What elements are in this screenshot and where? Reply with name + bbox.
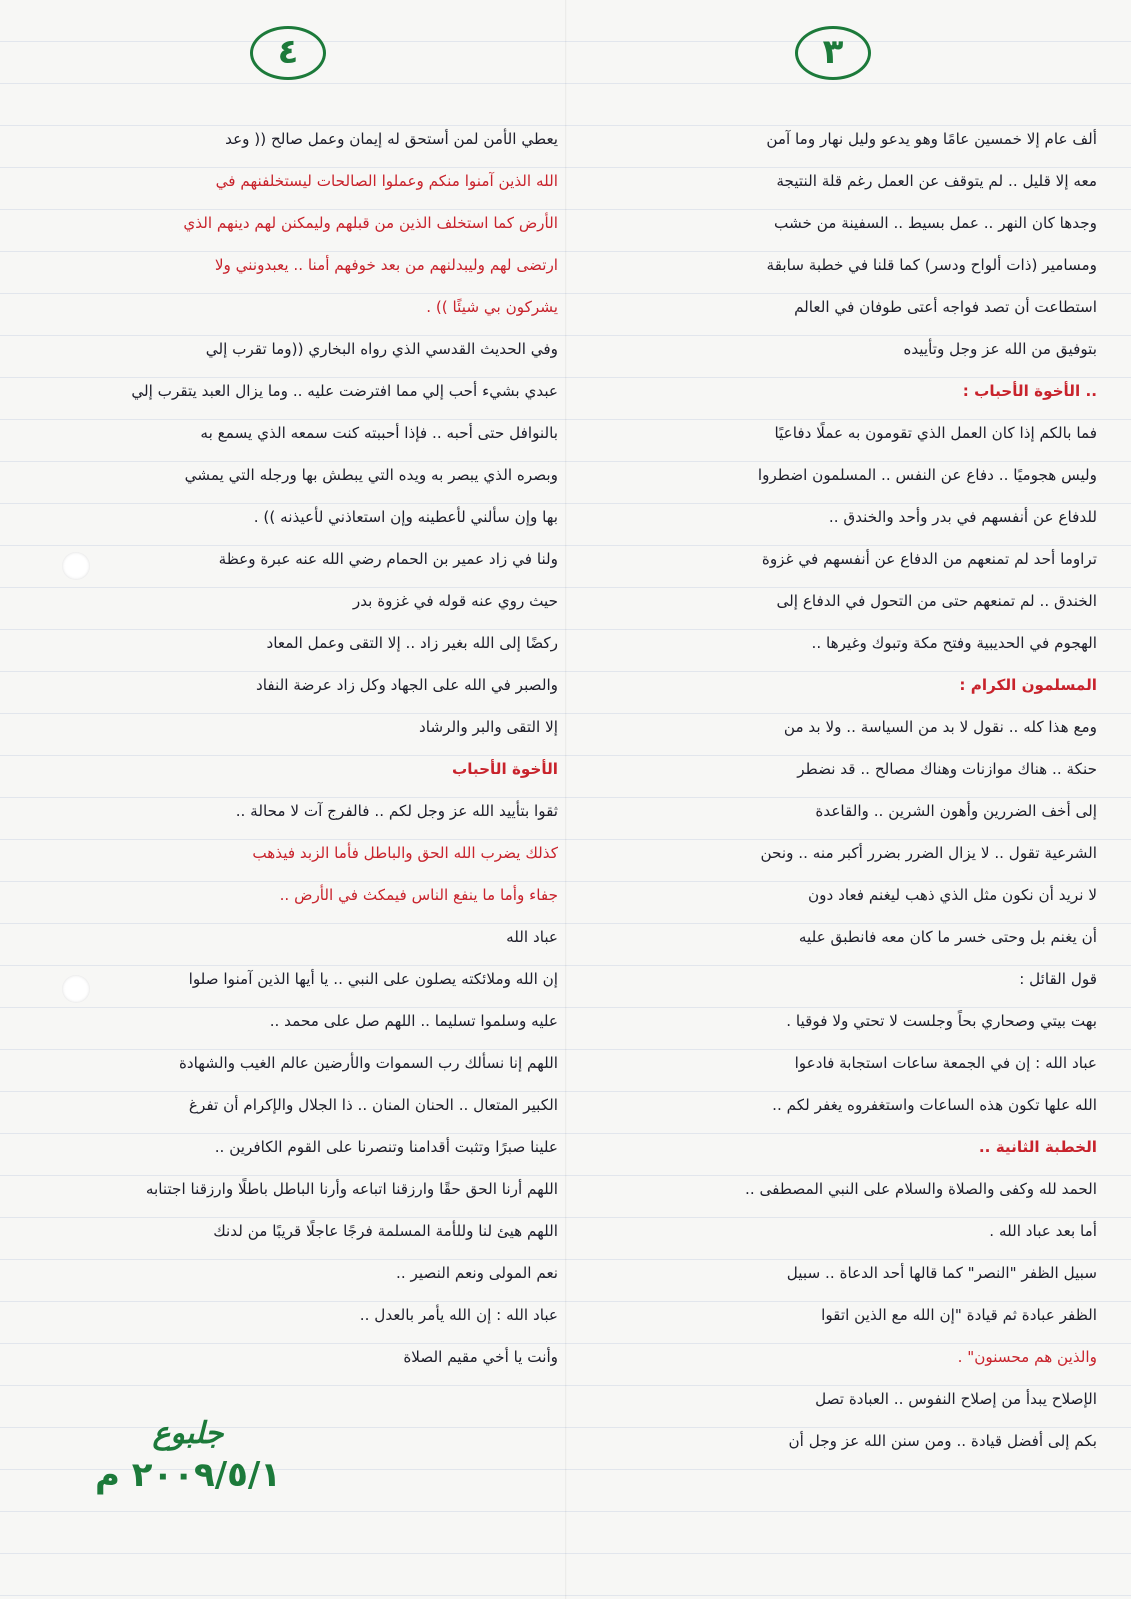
- right-page-line: استطاعت أن تصد فواجه أعتى طوفان في العالم: [794, 298, 1097, 316]
- signature-date: ٢٠٠٩/٥/١ م: [94, 1455, 282, 1495]
- right-page-column: [585, 118, 1097, 1462]
- page-fold: [565, 0, 567, 1599]
- left-page-line: جفاء وأما ما ينفع الناس فيمكث في الأرض ..: [279, 886, 558, 904]
- left-page-line: عباد الله: [506, 928, 558, 946]
- left-page-line: نعم المولى ونعم النصير ..: [396, 1264, 558, 1282]
- left-page-line: ارتضى لهم وليبدلنهم من بعد خوفهم أمنا .. يعبدونني ولا: [214, 256, 558, 274]
- right-page-line: سبيل الظفر "النصر" كما قالها أحد الدعاة .. سبيل: [786, 1264, 1097, 1282]
- right-page-line: الحمد لله وكفى والصلاة والسلام على النبي المصطفى ..: [745, 1180, 1097, 1198]
- left-page-line: يعطي الأمن لمن أستحق له إيمان وعمل صالح (( وعد: [225, 130, 558, 148]
- left-page-line: عبدي بشيء أحب إلي مما افترضت عليه .. وما يزال العبد يتقرب إلي: [131, 382, 558, 400]
- left-page-line: حيث روي عنه قوله في غزوة بدر: [352, 592, 558, 610]
- right-page-line: تراوما أحد لم تمنعهم من الدفاع عن أنفسهم في غزوة: [761, 550, 1097, 568]
- right-page-line: معه إلا قليل .. لم يتوقف عن العمل رغم قلة النتيجة: [776, 172, 1097, 190]
- left-page-line: وفي الحديث القدسي الذي رواه البخاري ((وما تقرب إلي: [205, 340, 558, 358]
- left-page-line: كذلك يضرب الله الحق والباطل فأما الزبد فيذهب: [252, 844, 558, 862]
- right-page-line: وليس هجوميًا .. دفاع عن النفس .. المسلمون اضطروا: [757, 466, 1097, 484]
- signature-block: [88, 1415, 288, 1497]
- left-page-line: بالنوافل حتى أحبه .. فإذا أحببته كنت سمعه الذي يسمع به: [200, 424, 558, 442]
- right-page-line: أما بعد عباد الله .: [989, 1222, 1097, 1240]
- left-page-line: الله الذين آمنوا منكم وعملوا الصالحات ليستخلفنهم في: [215, 172, 558, 190]
- left-page-line: وبصره الذي يبصر به ويده التي يبطش بها ورجله التي يمشي: [184, 466, 558, 484]
- right-page-line: .. الأخوة الأحباب :: [962, 382, 1097, 400]
- left-page-line: علينا صبرًا وتثبت أقدامنا وتنصرنا على القوم الكافرين ..: [214, 1138, 558, 1156]
- right-page-line: قول القائل :: [1019, 970, 1097, 988]
- left-page-line: يشركون بي شيئًا )) .: [426, 298, 558, 316]
- left-page-line: بها وإن سألني لأعطينه وإن استعاذني لأعيذنه )) .: [253, 508, 558, 526]
- page-number-right: ٣: [795, 26, 871, 80]
- page-number-left: ٤: [250, 26, 326, 80]
- right-page-line: الخندق .. لم تمنعهم حتى من التحول في الدفاع إلى: [776, 592, 1097, 610]
- right-page-line: حنكة .. هناك موازنات وهناك مصالح .. قد نضطر: [797, 760, 1097, 778]
- signature-name: جلبوع: [152, 1416, 224, 1451]
- right-page-line: للدفاع عن أنفسهم في بدر وأحد والخندق ..: [828, 508, 1097, 526]
- left-page-line: اللهم هيئ لنا وللأمة المسلمة فرجًا عاجلًا قريبًا من لدنك: [213, 1222, 558, 1240]
- right-page-line: الظفر عبادة ثم قيادة "إن الله مع الذين اتقوا: [821, 1306, 1097, 1324]
- left-page-line: ولنا في زاد عمير بن الحمام رضي الله عنه عبرة وعظة: [218, 550, 558, 568]
- right-page-line: وجدها كان النهر .. عمل بسيط .. السفينة من خشب: [774, 214, 1097, 232]
- left-page-line: عليه وسلموا تسليما .. اللهم صل على محمد ..: [269, 1012, 558, 1030]
- right-page-line: بهت بيتي وصحاري بحاً وجلست لا تحتي ولا فوقيا .: [786, 1012, 1097, 1030]
- left-page-line: الأرض كما استخلف الذين من قبلهم وليمكنن لهم دينهم الذي: [183, 214, 558, 232]
- left-page-line: اللهم إنا نسألك رب السموات والأرضين عالم الغيب والشهادة: [178, 1054, 558, 1072]
- right-page-line: ومسامير (ذات ألواح ودسر) كما قلنا في خطبة سابقة: [766, 256, 1097, 274]
- right-page-line: الله علها تكون هذه الساعات واستغفروه يغفر لكم ..: [772, 1096, 1097, 1114]
- right-page-line: لا نريد أن نكون مثل الذي ذهب ليغنم فعاد دون: [808, 886, 1097, 904]
- right-page-line: فما بالكم إذا كان العمل الذي تقومون به عملًا دفاعيًا: [774, 424, 1097, 442]
- left-page-line: عباد الله : إن الله يأمر بالعدل ..: [359, 1306, 558, 1324]
- right-page-line: ألف عام إلا خمسين عامًا وهو يدعو وليل نهار وما آمن: [766, 130, 1097, 148]
- right-page-line: الشرعية تقول .. لا يزال الضرر بضرر أكبر منه .. ونحن: [760, 844, 1097, 862]
- right-page-line: والذين هم محسنون" .: [957, 1348, 1097, 1366]
- left-page-column: [36, 118, 558, 1378]
- right-page-line: الخطبة الثانية ..: [978, 1138, 1097, 1156]
- left-page-line: الكبير المتعال .. الحنان المنان .. ذا الجلال والإكرام أن تفرغ: [188, 1096, 558, 1114]
- left-page-line: وأنت يا أخي مقيم الصلاة: [403, 1348, 558, 1366]
- right-page-line: الإصلاح يبدأ من إصلاح النفوس .. العبادة تصل: [815, 1390, 1097, 1408]
- right-page-line: بتوفيق من الله عز وجل وتأييده: [903, 340, 1097, 358]
- left-page-line: الأخوة الأحباب: [451, 760, 558, 778]
- right-page-line: المسلمون الكرام :: [959, 676, 1097, 694]
- right-page-line: إلى أخف الضررين وأهون الشرين .. والقاعدة: [815, 802, 1097, 820]
- left-page-line: ركضًا إلى الله بغير زاد .. إلا التقى وعمل المعاد: [266, 634, 558, 652]
- left-page-line: إن الله وملائكته يصلون على النبي .. يا أيها الذين آمنوا صلوا: [188, 970, 558, 988]
- left-page-line: إلا التقى والبر والرشاد: [419, 718, 558, 736]
- left-page-line: اللهم أرنا الحق حقًا وارزقنا اتباعه وأرنا الباطل باطلًا وارزقنا اجتنابه: [145, 1180, 558, 1198]
- right-page-line: أن يغنم بل وحتى خسر ما كان معه فانطبق عليه: [798, 928, 1097, 946]
- left-page-line: ثقوا بتأييد الله عز وجل لكم .. فالفرج آت لا محالة ..: [235, 802, 558, 820]
- right-page-line: عباد الله : إن في الجمعة ساعات استجابة فادعوا: [794, 1054, 1097, 1072]
- right-page-line: بكم إلى أفضل قيادة .. ومن سنن الله عز وجل أن: [788, 1432, 1097, 1450]
- right-page-line: ومع هذا كله .. نقول لا بد من السياسة .. ولا بد من: [783, 718, 1097, 736]
- left-page-line: والصبر في الله على الجهاد وكل زاد عرضة النفاد: [255, 676, 558, 694]
- right-page-line: الهجوم في الحديبية وفتح مكة وتبوك وغيرها ..: [811, 634, 1097, 652]
